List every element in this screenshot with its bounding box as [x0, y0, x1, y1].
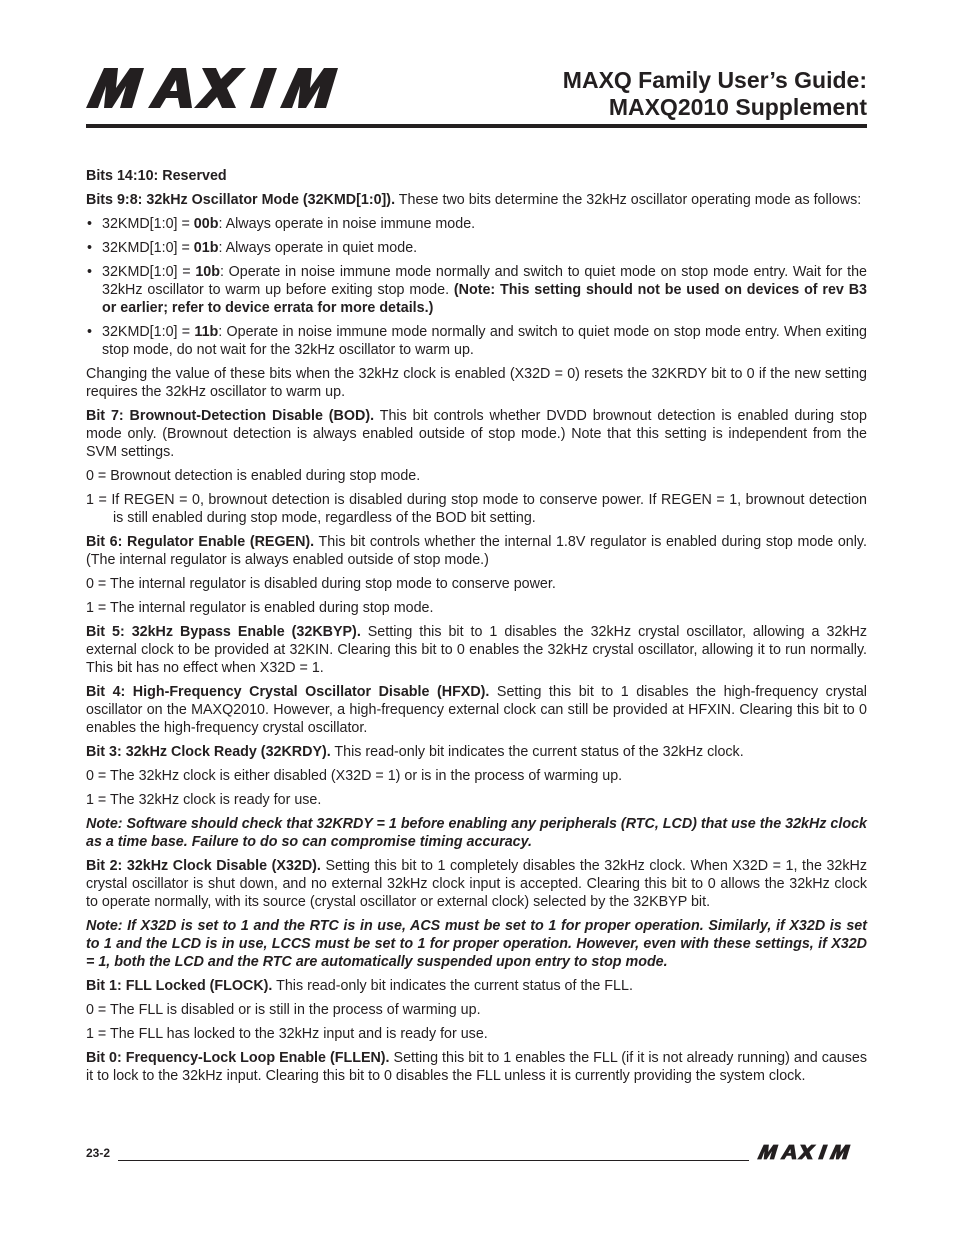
list-item: • 32KMD[1:0] = 00b: Always operate in noise immune mode. — [87, 216, 476, 232]
list-item: • 32KMD[1:0] = 10b: Operate in noise immune mode normally and switch to quiet mode on stop mode entry. Wait for the 32kHz oscillator to warm up before exiting stop mode. (Note: This setting should not be used on devices of rev B3 or earlier; refer to device errata for more details.) — [87, 264, 867, 316]
maxim-logo — [86, 68, 382, 108]
kmd-options-list — [86, 215, 867, 359]
list-item: • 32KMD[1:0] = 11b: Operate in noise immune mode normally and switch to quiet mode on stop mode entry. When exiting stop mode, do not wait for the 32kHz oscillator to warm up. — [87, 324, 867, 358]
kmd-paragraph: Bits 9:8: 32kHz Oscillator Mode (32KMD[1:0]). These two bits determine the 32kHz oscillator operating mode as follows: — [86, 192, 862, 208]
list-item: • 32KMD[1:0] = 01b: Always operate in quiet mode. — [87, 240, 418, 256]
footer-rule — [118, 1160, 749, 1161]
x32d-note: Note: If X32D is set to 1 and the RTC is in use, ACS must be set to 1 for proper operation. Similarly, if X32D is set to 1 and the LCD is in use, LCCS must be set to 1 for proper operation. However, even with these settings, if X32D = 1, both the LCD and the RTC are automatically suspended upon entry to stop mode. — [86, 918, 867, 970]
regen-heading: Bit 6: Regulator Enable (REGEN). — [86, 534, 315, 550]
bod-value-1: 1 = If REGEN = 0, brownout detection is disabled during stop mode to conserve power. If REGEN = 1, brownout detection is still enabled during stop mode, regardless of the BOD bit setting. — [86, 492, 867, 526]
regen-value-1: 1 = The internal regulator is enabled during stop mode. — [86, 600, 434, 616]
krdy-note: Note: Software should check that 32KRDY = 1 before enabling any peripherals (RTC, LCD) that use the 32kHz clock as a time base. Failure to do so can compromise timing accuracy. — [86, 816, 867, 850]
page-number: 23-2 — [86, 1146, 111, 1160]
header-rule — [86, 124, 867, 128]
bod-value-0: 0 = Brownout detection is enabled during stop mode. — [86, 468, 421, 484]
flock-value-0: 0 = The FLL is disabled or is still in the process of warming up. — [86, 1002, 481, 1018]
flock-heading: Bit 1: FLL Locked (FLOCK). — [86, 978, 273, 994]
document-title — [563, 67, 867, 121]
document-body — [86, 167, 867, 1091]
bod-paragraph: Bit 7: Brownout-Detection Disable (BOD). This bit controls whether DVDD brownout detection is enabled during stop mode only. (Brownout detection is always enabled outside of stop mode.) Note that this setting is independent from the SVM settings. — [86, 408, 867, 460]
fllen-heading: Bit 0: Frequency-Lock Loop Enable (FLLEN). — [86, 1050, 390, 1066]
footer-maxim-logo — [757, 1144, 867, 1160]
page-footer — [86, 1144, 867, 1164]
hfxd-paragraph: Bit 4: High-Frequency Crystal Oscillator Disable (HFXD). Setting this bit to 1 disables the high-frequency crystal oscillator on the MAXQ2010. However, a high-frequency external clock can still be provided at HFXIN. Clearing this bit to 0 enables the high-frequency crystal oscillator. — [86, 684, 867, 736]
kbyp-paragraph: Bit 5: 32kHz Bypass Enable (32KBYP). Setting this bit to 1 disables the 32kHz crystal oscillator, allowing a 32kHz external clock to be provided at 32KIN. Clearing this bit to 0 enables the 32kHz crystal oscillator, allowing it to run normally. This bit has no effect when X32D = 1. — [86, 624, 867, 676]
krdy-paragraph: Bit 3: 32kHz Clock Ready (32KRDY). This read-only bit indicates the current status of the 32kHz clock. — [86, 744, 744, 760]
kmd-heading: Bits 9:8: 32kHz Oscillator Mode (32KMD[1:0]). — [86, 192, 396, 208]
fllen-paragraph: Bit 0: Frequency-Lock Loop Enable (FLLEN). Setting this bit to 1 enables the FLL (if it is not already running) and causes it to lock to the 32kHz input. Clearing this bit to 0 disables the FLL unless it is currently providing the system clock. — [86, 1050, 867, 1084]
flock-value-1: 1 = The FLL has locked to the 32kHz input and is ready for use. — [86, 1026, 488, 1042]
regen-paragraph: Bit 6: Regulator Enable (REGEN). This bit controls whether the internal 1.8V regulator is enabled during stop mode only. (The internal regulator is always enabled outside of stop mode.) — [86, 534, 867, 568]
flock-paragraph: Bit 1: FLL Locked (FLOCK). This read-only bit indicates the current status of the FLL. — [86, 978, 633, 994]
krdy-value-0: 0 = The 32kHz clock is either disabled (X32D = 1) or is in the process of warming up. — [86, 768, 623, 784]
krdy-heading: Bit 3: 32kHz Clock Ready (32KRDY). — [86, 744, 331, 760]
title-line-1: MAXQ Family User’s Guide: — [562, 67, 867, 93]
x32d-paragraph: Bit 2: 32kHz Clock Disable (X32D). Setting this bit to 1 completely disables the 32kHz clock. When X32D = 1, the 32kHz crystal oscillator is shut down, and no external 32kHz clock input is accepted. Clearing this bit to 0 allows the 32kHz clock to operate normally, with its source (crystal oscillator or external clock) selected by the 32KBYP bit. — [86, 858, 867, 910]
krdy-value-1: 1 = The 32kHz clock is ready for use. — [86, 792, 322, 808]
title-line-2: MAXQ2010 Supplement — [608, 94, 867, 120]
bod-heading: Bit 7: Brownout-Detection Disable (BOD). — [86, 408, 375, 424]
reserved-bits: Bits 14:10: Reserved — [86, 168, 227, 184]
regen-value-0: 0 = The internal regulator is disabled during stop mode to conserve power. — [86, 576, 556, 592]
x32d-heading: Bit 2: 32kHz Clock Disable (X32D). — [86, 858, 321, 874]
hfxd-heading: Bit 4: High-Frequency Crystal Oscillator Disable (HFXD). — [86, 684, 490, 700]
kbyp-heading: Bit 5: 32kHz Bypass Enable (32KBYP). — [86, 624, 361, 640]
kmd-change-paragraph: Changing the value of these bits when the 32kHz clock is enabled (X32D = 0) resets the 32KRDY bit to 0 if the new setting requires the 32kHz oscillator to warm up. — [86, 366, 867, 400]
